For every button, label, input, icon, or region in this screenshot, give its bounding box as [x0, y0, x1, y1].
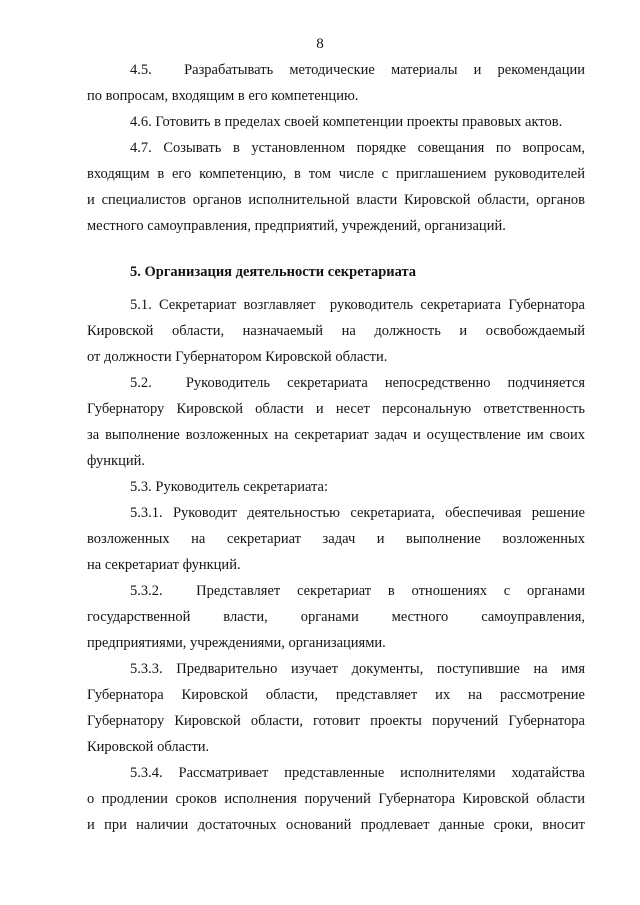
text-line: Кировской области, назначаемый на должность и освобождаемый	[87, 323, 585, 339]
text-line: 5.1. Секретариат возглавляет руководитель секретариата Губернатора	[130, 297, 585, 313]
text-line: и при наличии достаточных оснований продлевает данные сроки, вносит	[87, 817, 585, 833]
text-line: возложенных на секретариат задач и выполнение возложенных	[87, 531, 585, 547]
text-line: 5.3.4. Рассматривает представленные исполнителями ходатайства	[130, 765, 585, 781]
text-line: о продлении сроков исполнения поручений Губернатора Кировской области	[87, 791, 585, 807]
text-line: предприятиями, учреждениями, организациями.	[87, 635, 386, 651]
text-line: на секретариат функций.	[87, 557, 241, 573]
text-line: и специалистов органов исполнительной власти Кировской области, органов	[87, 192, 585, 208]
text-line: входящим в его компетенцию, в том числе с приглашением руководителей	[87, 166, 585, 182]
text-line: 4.5. Разрабатывать методические материалы и рекомендации	[130, 62, 585, 78]
text-line: Губернатору Кировской области и несет персональную ответственность	[87, 401, 585, 417]
text-line: 5.2. Руководитель секретариата непосредственно подчиняется	[130, 375, 585, 391]
text-line: Губернатора Кировской области, представляет их на рассмотрение	[87, 687, 585, 703]
text-line: 5.3. Руководитель секретариата:	[130, 479, 328, 495]
page-number: 8	[316, 36, 324, 52]
section-heading: 5. Организация деятельности секретариата	[130, 264, 417, 280]
text-line: местного самоуправления, предприятий, учреждений, организаций.	[87, 218, 506, 234]
text-line: по вопросам, входящим в его компетенцию.	[87, 88, 359, 104]
text-line: 5.3.3. Предварительно изучает документы, поступившие на имя	[130, 661, 585, 677]
text-line: от должности Губернатором Кировской области.	[87, 349, 388, 365]
text-line: 5.3.1. Руководит деятельностью секретариата, обеспечивая решение	[130, 505, 585, 521]
text-line: 4.7. Созывать в установленном порядке совещания по вопросам,	[130, 140, 585, 156]
text-line: 5.3.2. Представляет секретариат в отношениях с органами	[130, 583, 585, 599]
text-line: Кировской области.	[87, 739, 210, 755]
text-line: за выполнение возложенных на секретариат задач и осуществление им своих	[87, 427, 585, 443]
text-line: 4.6. Готовить в пределах своей компетенции проекты правовых актов.	[130, 114, 563, 130]
text-line: функций.	[87, 453, 145, 469]
text-line: государственной власти, органами местного самоуправления,	[87, 609, 585, 625]
text-line: Губернатору Кировской области, готовит проекты поручений Губернатора	[87, 713, 585, 729]
